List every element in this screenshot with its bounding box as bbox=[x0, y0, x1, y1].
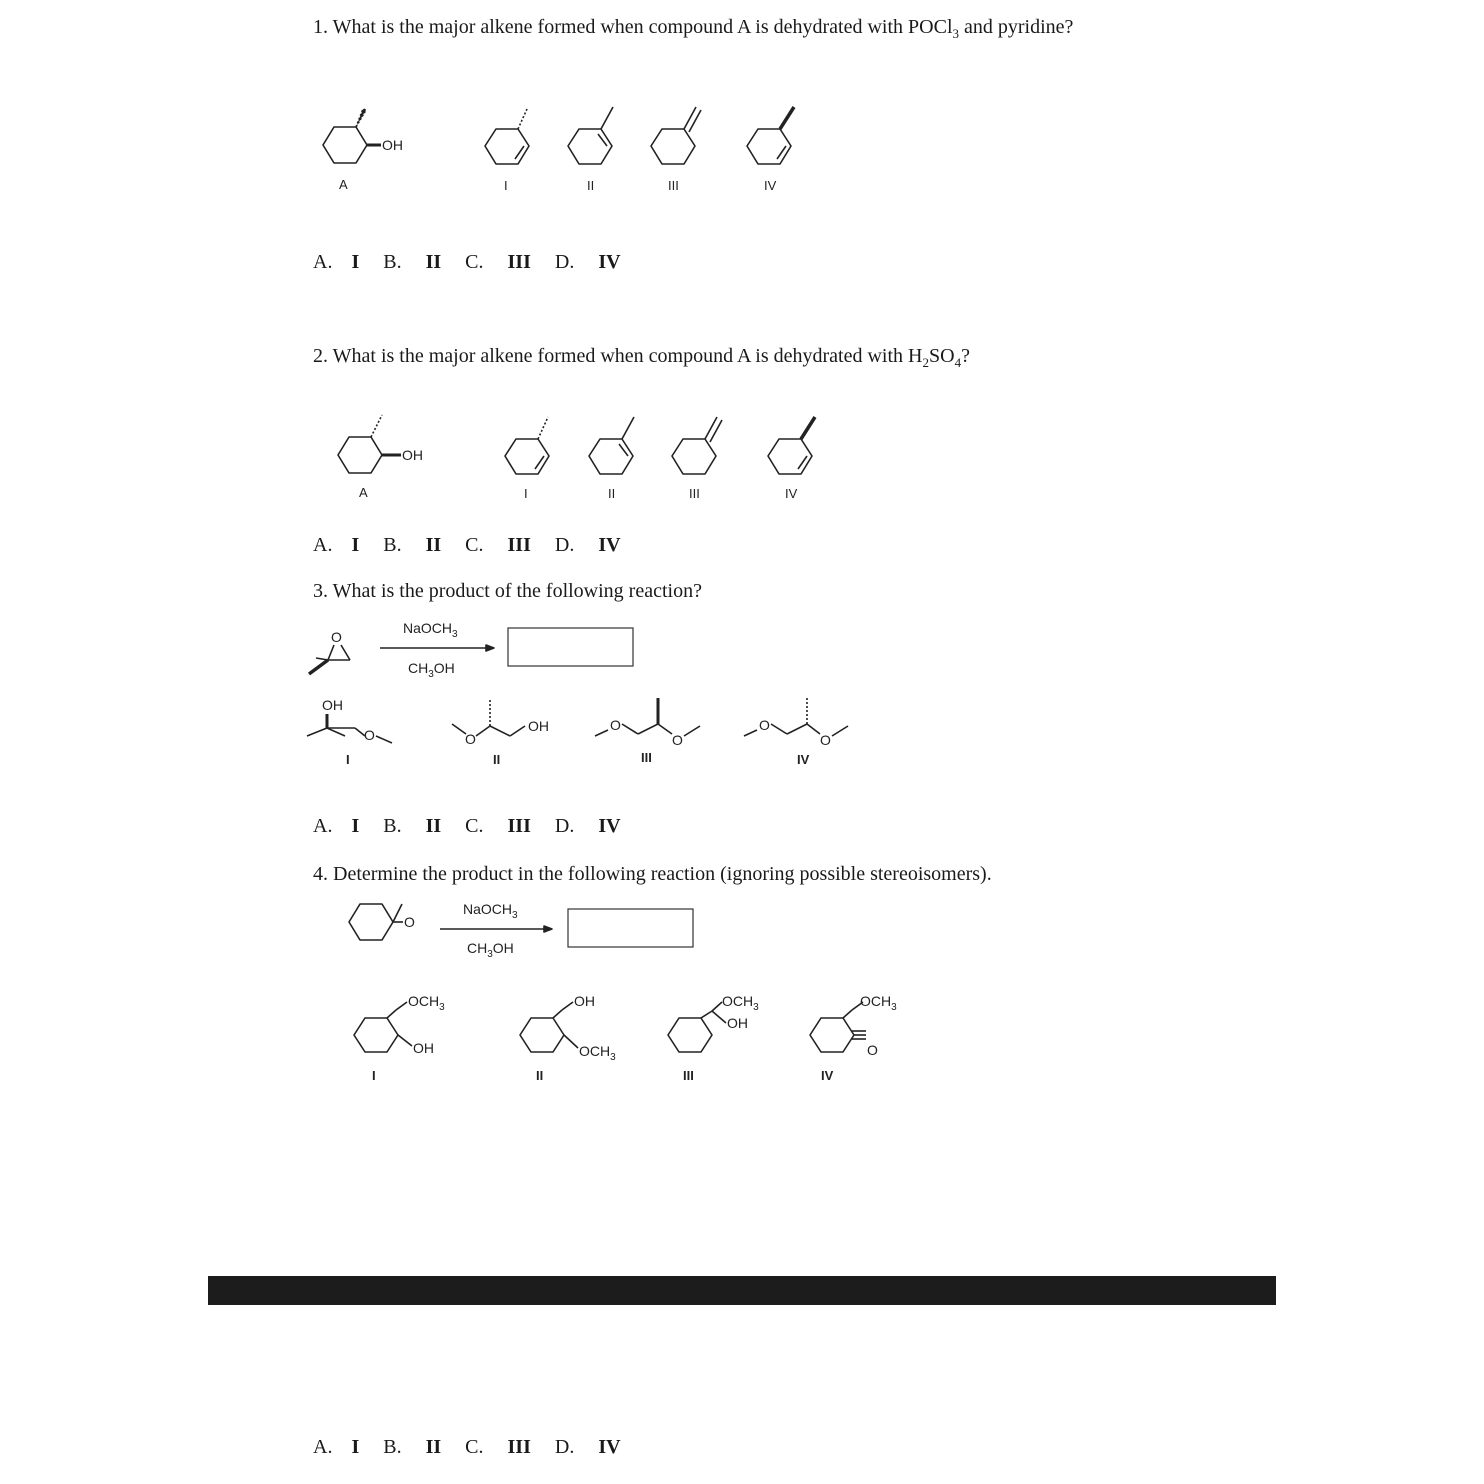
choice-c[interactable]: C. III bbox=[465, 815, 531, 837]
svg-text:I: I bbox=[524, 486, 528, 501]
svg-text:O: O bbox=[465, 731, 476, 747]
svg-text:IV: IV bbox=[764, 178, 777, 193]
product-iii bbox=[595, 698, 700, 765]
svg-text:IV: IV bbox=[821, 1068, 834, 1083]
question-1-choices bbox=[313, 251, 640, 274]
svg-text:CH3OH: $CH_3OH$ bbox=[408, 660, 455, 680]
svg-text:II: II bbox=[587, 178, 595, 193]
alkene-iv bbox=[768, 417, 815, 501]
svg-text:OH: OH bbox=[727, 1015, 748, 1031]
question-4-choices bbox=[313, 1436, 640, 1459]
svg-text:OH: OH bbox=[402, 447, 423, 463]
spiro-epoxide-reactant bbox=[349, 904, 415, 940]
question-1-text: 1. What is the major alkene formed when compound A is dehydrated with POCl$_3$ and pyridine? bbox=[313, 16, 1074, 41]
alkene-i bbox=[505, 417, 549, 501]
choice-b[interactable]: B. II bbox=[383, 534, 442, 556]
redaction-bar bbox=[208, 1276, 1276, 1305]
svg-text:OCH3: $OCH_3$ bbox=[860, 993, 897, 1013]
choice-b[interactable]: B. II bbox=[383, 815, 442, 837]
choice-d[interactable]: D. IV bbox=[554, 815, 621, 837]
choice-b[interactable]: B. II bbox=[383, 1436, 442, 1458]
svg-text:O: O bbox=[610, 717, 621, 733]
compound-a bbox=[338, 415, 423, 500]
question-4-text: 4. Determine the product in the following reaction (ignoring possible stereoisomers). bbox=[313, 863, 992, 885]
question-2-choices bbox=[313, 534, 640, 557]
svg-text:I: I bbox=[372, 1068, 376, 1083]
svg-text:NaOCH3: NaOCH$_3$ bbox=[463, 901, 518, 921]
epoxide-reactant bbox=[309, 629, 350, 674]
product-ii bbox=[520, 993, 616, 1083]
choice-a[interactable]: A. I bbox=[313, 815, 360, 837]
answer-box[interactable] bbox=[508, 628, 633, 666]
svg-text:OH: OH bbox=[528, 718, 549, 734]
svg-text:O: O bbox=[331, 629, 342, 645]
choice-a[interactable]: A. I bbox=[313, 1436, 360, 1458]
alkene-ii bbox=[568, 107, 613, 193]
product-iii bbox=[668, 993, 759, 1083]
svg-text:OH: OH bbox=[413, 1040, 434, 1056]
svg-text:NaOCH3: NaOCH$_3$ bbox=[403, 620, 458, 640]
svg-text:A: A bbox=[359, 485, 368, 500]
svg-text:O: O bbox=[404, 914, 415, 930]
question-1-structures bbox=[0, 95, 1484, 205]
product-i bbox=[307, 697, 392, 767]
svg-text:I: I bbox=[346, 752, 350, 767]
question-2-structures bbox=[0, 405, 1484, 515]
svg-text:O: O bbox=[867, 1042, 878, 1058]
svg-text:II: II bbox=[493, 752, 501, 767]
alkene-iii bbox=[651, 107, 701, 193]
choice-c[interactable]: C. III bbox=[465, 251, 531, 273]
compound-a bbox=[323, 109, 403, 192]
choice-d[interactable]: D. IV bbox=[554, 1436, 621, 1458]
choice-a[interactable]: A. I bbox=[313, 251, 360, 273]
choice-d[interactable]: D. IV bbox=[554, 251, 621, 273]
svg-text:III: III bbox=[641, 750, 652, 765]
question-3-scheme bbox=[0, 612, 1484, 782]
reaction-arrow bbox=[380, 620, 494, 680]
svg-text:OCH3: $OCH_3$ bbox=[579, 1043, 616, 1063]
svg-text:OCH3: $OCH_3$ bbox=[408, 993, 445, 1013]
alkene-i bbox=[485, 109, 529, 193]
alkene-ii bbox=[589, 417, 634, 501]
svg-text:IV: IV bbox=[785, 486, 798, 501]
question-4-scheme bbox=[0, 890, 1484, 1090]
choice-c[interactable]: C. III bbox=[465, 534, 531, 556]
answer-box[interactable] bbox=[568, 909, 693, 947]
svg-text:O: O bbox=[759, 717, 770, 733]
choice-a[interactable]: A. I bbox=[313, 534, 360, 556]
product-ii bbox=[452, 698, 549, 767]
choice-c[interactable]: C. III bbox=[465, 1436, 531, 1458]
svg-text:O: O bbox=[364, 727, 375, 743]
question-3-choices bbox=[313, 815, 640, 838]
svg-text:IV: IV bbox=[797, 752, 810, 767]
product-i bbox=[354, 993, 445, 1083]
svg-text:I: I bbox=[504, 178, 508, 193]
svg-text:III: III bbox=[689, 486, 700, 501]
choice-d[interactable]: D. IV bbox=[554, 534, 621, 556]
svg-text:II: II bbox=[608, 486, 616, 501]
alkene-iii bbox=[672, 417, 722, 501]
svg-text:OH: OH bbox=[574, 993, 595, 1009]
svg-text:OCH3: $OCH_3$ bbox=[722, 993, 759, 1013]
svg-text:OH: OH bbox=[382, 137, 403, 153]
svg-text:OH: OH bbox=[322, 697, 343, 713]
svg-text:III: III bbox=[668, 178, 679, 193]
svg-text:O: O bbox=[820, 732, 831, 748]
question-3-text: 3. What is the product of the following reaction? bbox=[313, 580, 702, 602]
reaction-arrow bbox=[440, 901, 552, 960]
alkene-iv bbox=[747, 107, 794, 193]
choice-b[interactable]: B. II bbox=[383, 251, 442, 273]
product-iv bbox=[744, 698, 848, 767]
product-iv bbox=[810, 993, 897, 1083]
svg-text:CH3OH: $CH_3OH$ bbox=[467, 940, 514, 960]
svg-text:O: O bbox=[672, 732, 683, 748]
svg-text:A: A bbox=[339, 177, 348, 192]
svg-text:III: III bbox=[683, 1068, 694, 1083]
question-2-text: 2. What is the major alkene formed when compound A is dehydrated with $H_2SO_4$? bbox=[313, 345, 970, 370]
svg-text:II: II bbox=[536, 1068, 544, 1083]
